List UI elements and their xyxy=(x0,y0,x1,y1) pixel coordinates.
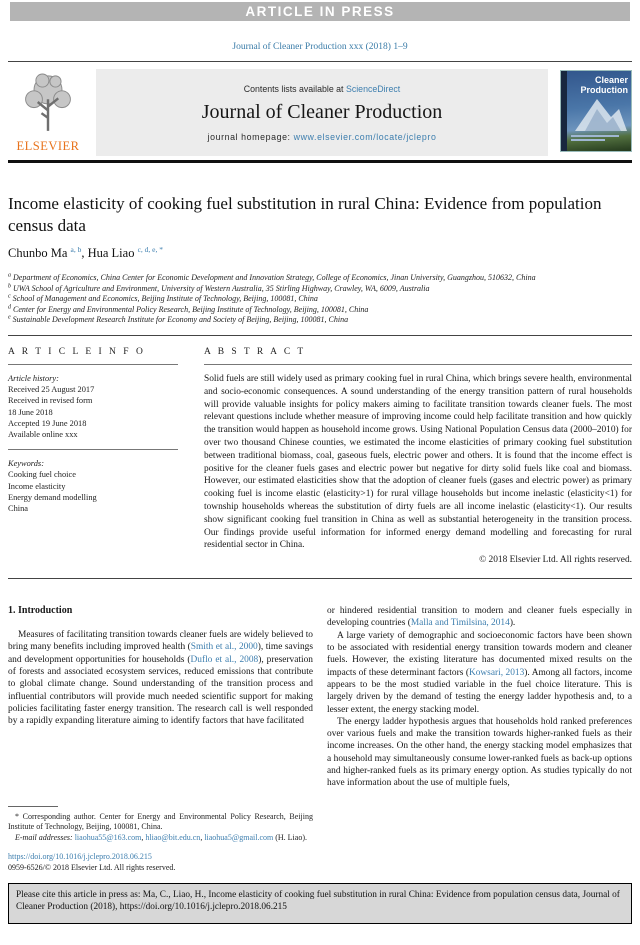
email-addresses-line: E-mail addresses: liaohua55@163.com, hliao@bit.edu.cn, liaohua5@gmail.com (H. Liao). xyxy=(15,832,307,842)
citation-link[interactable]: Malla and Timilsina, 2014 xyxy=(410,618,510,629)
contents-prefix: Contents lists available at xyxy=(243,83,346,94)
section-heading-introduction: 1. Introduction xyxy=(8,605,73,617)
affiliation-row: $^a$ Department of Economics, China Center for Economic Development and Innovation Strategy, College of Economics, Jinan University, Guangzhou, 510632, China xyxy=(8,272,536,282)
keywords: Keywords: Cooking fuel choice Income elasticity Energy demand modelling China xyxy=(8,458,188,514)
copyright-line: © 2018 Elsevier Ltd. All rights reserved. xyxy=(479,555,632,566)
body-left-column xyxy=(8,605,313,873)
info-section-top-rule xyxy=(8,335,632,336)
elsevier-wordmark: ELSEVIER xyxy=(16,139,80,153)
corresponding-author-note: * Corresponding author. Center for Energy and Environmental Policy Research, Beijing Institute of Technology, Beijing, 100081, China. xyxy=(8,811,313,832)
author-line xyxy=(8,246,632,261)
citation-link[interactable]: Duflo et al., 2008 xyxy=(190,654,259,665)
issn-copyright-line: 0959-6526/© 2018 Elsevier Ltd. All rights reserved. xyxy=(8,862,176,872)
affiliation-row: $^c$ School of Management and Economics, Beijing Institute of Technology, Beijing, 100081, China xyxy=(8,293,318,304)
footnote-block xyxy=(8,806,313,874)
intro-paragraph: Measures of facilitating transition towards cleaner fuels are widely believed to bring many benefits including improved health (Smith et al., 2000), time savings and development opportunities for households (Duflo et al., 2008), preservation of forests and associated ecosystem services, reduced emissions that contribute to global climate change. Sound understanding of the transition process and influential contributors will provide much needed scientific support for making policies facilitating faster energy transition. The research call is well responded by a rapidly expanding literature aiming to identify factors that have facilitated xyxy=(8,630,314,727)
cover-mountain-icon xyxy=(567,97,627,136)
article-in-press-banner xyxy=(10,2,630,21)
doi-link[interactable]: https://doi.org/10.1016/j.jclepro.2018.06.215 xyxy=(8,852,152,862)
journal-title: Journal of Cleaner Production xyxy=(201,100,443,123)
keyword: Cooking fuel choice xyxy=(8,470,76,480)
author-affil-sup[interactable]: c, d, e, * xyxy=(137,244,163,254)
email-link[interactable]: hliao@bit.edu.cn xyxy=(145,832,201,842)
email-link[interactable]: liaohua5@gmail.com xyxy=(204,832,274,842)
author-name: Hua Liao xyxy=(87,246,135,260)
affiliation-row: $^d$ Center for Energy and Environmental Policy Research, Beijing Institute of Technology, Beijing, 100081, China xyxy=(8,304,369,314)
affiliation-list xyxy=(8,273,632,326)
abstract-heading: A B S T R A C T xyxy=(204,346,306,357)
elsevier-logo[interactable] xyxy=(8,69,88,156)
please-cite-box: Please cite this article in press as: Ma, C., Liao, H., Income elasticity of cooking fuel substitution in rural China: Evidence from population census data, Journal of Cleaner Production (2018), https://doi.org/10.1016/j.jclepro.2018.06.215 xyxy=(8,883,632,924)
author-name: Chunbo Ma xyxy=(8,246,68,260)
journal-cover-thumbnail[interactable] xyxy=(560,70,632,152)
body-paragraph: or hindered residential transition to modern and cleaner fuels especially in developing countries (Malla and Timilsina, 2014). xyxy=(327,606,632,629)
article-info-rule xyxy=(8,364,178,365)
author-affil-sup[interactable]: a, b xyxy=(70,244,82,254)
article-page xyxy=(0,2,640,945)
email-link[interactable]: liaohua55@163.com xyxy=(74,832,142,842)
keyword: Income elasticity xyxy=(8,481,66,491)
article-title: Income elasticity of cooking fuel substitution in rural China: Evidence from population census data xyxy=(8,194,602,235)
journal-citation-line: Journal of Cleaner Production xxx (2018) 1–9 xyxy=(232,42,408,52)
homepage-prefix: journal homepage: xyxy=(207,131,294,142)
journal-homepage-link[interactable]: www.elsevier.com/locate/jclepro xyxy=(293,131,437,142)
article-info-column xyxy=(8,347,188,565)
doi-block xyxy=(8,852,313,873)
cover-caption-lines xyxy=(571,135,619,143)
masthead-top-rule xyxy=(8,61,632,62)
citation-link[interactable]: Smith et al., 2000 xyxy=(190,642,258,653)
homepage-line xyxy=(208,132,437,142)
affiliation-row: $^b$ UWA School of Agriculture and Environment, University of Western Australia, 35 Stirling Highway, Crawley, WA, 6009, Australia xyxy=(8,282,430,293)
masthead-bottom-rule xyxy=(8,160,632,163)
body-columns xyxy=(8,605,632,873)
article-info-heading: A R T I C L E I N F O xyxy=(8,346,146,357)
body-paragraph: The energy ladder hypothesis argues that households hold ranked preferences over various fuels and make the transition towards higher-ranked fuels as their income increases. On the other hand, the energy stacking model emphasizes that a household may simultaneously consume lower-ranked fuels as back-up options and higher-ranked fuels as its primary energy option. As studies typically do not have information about the use of multiple fuels, xyxy=(327,716,632,789)
cover-title: Cleaner Production xyxy=(580,75,628,95)
keywords-rule xyxy=(8,449,178,450)
masthead-center-panel xyxy=(96,69,548,156)
contents-line xyxy=(244,84,400,94)
abstract-bottom-rule xyxy=(8,578,632,579)
author-separator: , xyxy=(81,246,88,260)
body-paragraph: A large variety of demographic and socioeconomic factors have been shown to be associated with residential energy transition towards modern and cleaner fuels. However, the existing literature has documented mixed results on the impacts of these determinant factors (Kowsari, 2013). Among all factors, income appears to be the most studied variable in the fuel choice literature. This is largely driven by the demand of testing the energy ladder hypothesis and, to a lesser extent, the energy stacking model. xyxy=(327,630,633,715)
banner-text: ARTICLE IN PRESS xyxy=(245,4,395,19)
affiliation-row: $^e$ Sustainable Development Research Institute for Economy and Society of Beijing, Beijing, 100081, China xyxy=(8,314,349,325)
body-right-column xyxy=(327,605,632,873)
footnote-rule xyxy=(8,806,58,807)
keyword: Energy demand modelling xyxy=(8,492,97,502)
abstract-column xyxy=(204,347,632,565)
elsevier-tree-icon xyxy=(20,71,76,138)
keyword: China xyxy=(8,504,29,513)
abstract-text: Solid fuels are still widely used as primary cooking fuel in rural China, which brings severe health, environmental and socio-economic consequences. A sound understanding of the energy transition pattern of rural households will provide valuable insights for policy makers aiming to facilitate transition towards cleaner fuels. The most relevant questions include whether measure of improving income could help facilitate transition and how quickly the transition would happen as household income grows. Using National Population Census data (2000–2010) for over two thousand Chinese counties, we estimated the income elasticities of primary cooking fuel substitution between traditional biomass, coal, gaseous fuels, electric power and others. It is found that the income effect is positive for the cleaner fuels gases and electric power but negative for dirty solid fuels like coal and biomass. However, our estimated elasticities show that the adoption of cleaner fuels (gases and electric power) as primary cooking fuel is income elastic (elasticity>1) for rural village households but income inelastic (elasticity<1) for township households whereas the substitution of dirty fuels are all income inelastic (elasticity<1). Our results show significant cooking fuel transition in China as well as substantial heterogeneity in the transition process. Our findings provide useful information for informed energy demand modelling and forecasting for rural residential sector in China. xyxy=(204,373,632,551)
info-abstract-section xyxy=(8,347,632,565)
abstract-rule xyxy=(204,364,632,365)
article-history: Article history: Received 25 August 2017 Received in revised form 18 June 2018 Accepted 19 June 2018 Available online xxx xyxy=(8,373,95,439)
citation-link[interactable]: Kowsari, 2013 xyxy=(468,667,525,678)
sciencedirect-link[interactable]: ScienceDirect xyxy=(345,83,401,94)
masthead xyxy=(8,69,632,156)
